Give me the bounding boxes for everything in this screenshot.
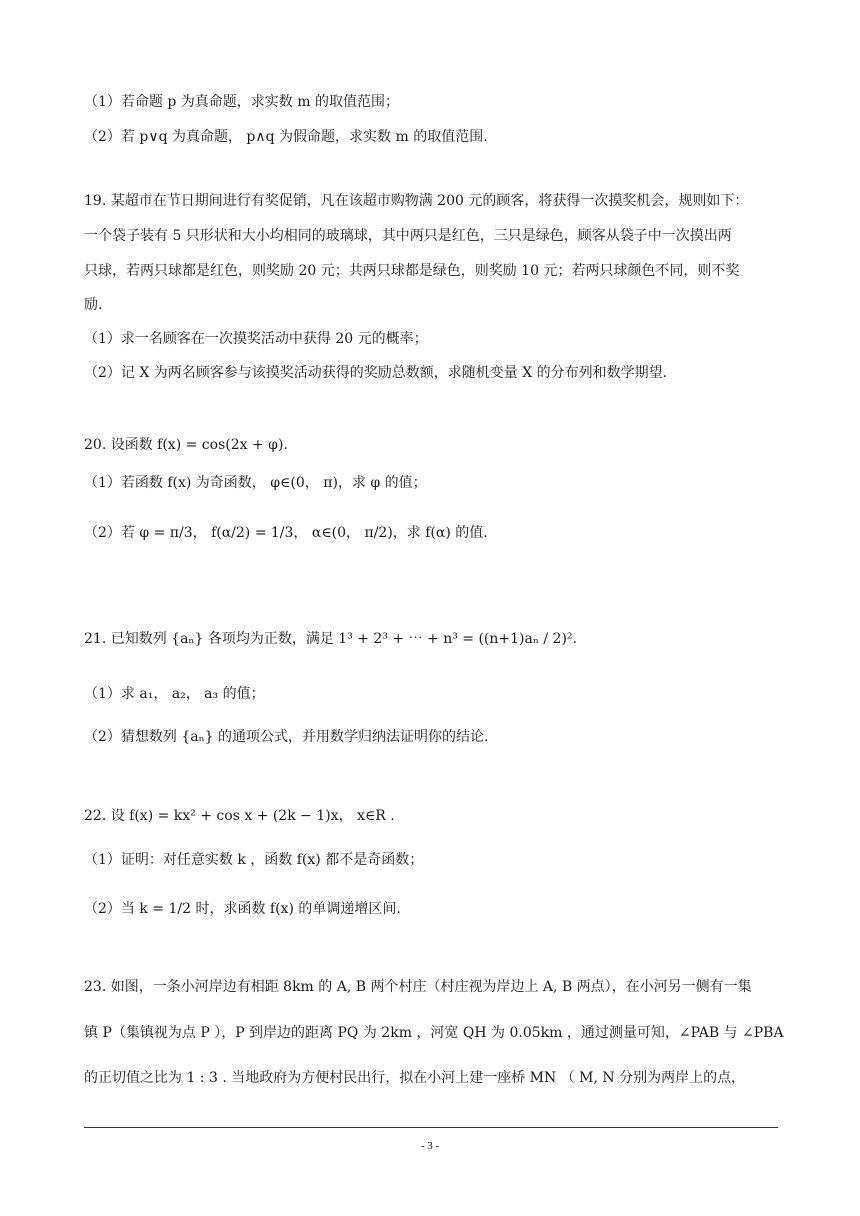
q21-part1-text: （1）求 a₁， a₂， a₃ 的值； — [84, 686, 265, 702]
q19-part2-text: （2）记 X 为两名顾客参与该摸奖活动获得的奖励总数额，求随机变量 X 的分布列和数学期望. — [84, 365, 668, 381]
q20-stem — [84, 434, 288, 454]
q22-part2-text: （2）当 k = 1/2 时，求函数 f(x) 的单调递增区间. — [84, 901, 401, 917]
q23-line3 — [84, 1067, 745, 1087]
q19-line3 — [84, 260, 739, 280]
q21-part2-text: （2）猜想数列 {aₙ} 的通项公式，并用数学归纳法证明你的结论. — [84, 729, 489, 745]
q22-part1 — [84, 849, 423, 869]
q21-part2 — [84, 726, 488, 746]
q19-part1-text: （1）求一名顾客在一次摸奖活动中获得 20 元的概率； — [84, 331, 428, 347]
q23-line2-text: 镇 P（集镇视为点 P ），P 到岸边的距离 PQ 为 2km ，河宽 QH 为 0.05km ，通过测量可知，∠PAB 与 ∠PBA — [84, 1025, 784, 1041]
q21-part1 — [84, 683, 265, 703]
q23-line1 — [84, 976, 752, 996]
q19-part1 — [84, 328, 428, 348]
q23-line1-text: 23. 如图，一条小河岸边有相距 8km 的 A, B 两个村庄（村庄视为岸边上 A, B 两点），在小河另一侧有一集 — [84, 979, 752, 995]
q19-line1 — [84, 190, 748, 210]
q21-stem-text: 21. 已知数列 {aₙ} 各项均为正数，满足 1³ + 2³ + ⋯ + n³ = ((n+1)aₙ / 2)². — [84, 631, 577, 647]
q21-stem — [84, 628, 577, 648]
q20-stem-text: 20. 设函数 f(x) = cos(2x + φ). — [84, 437, 288, 453]
q18-part1 — [84, 91, 399, 111]
q22-part2 — [84, 898, 401, 918]
q22-stem-text: 22. 设 f(x) = kx² + cos x + (2k − 1)x， x∈R . — [84, 808, 395, 824]
q20-part1-text: （1）若函数 f(x) 为奇函数， φ∈(0， π)，求 φ 的值； — [84, 475, 427, 491]
q20-part2 — [84, 522, 488, 542]
q22-stem — [84, 805, 395, 825]
q19-line2 — [84, 225, 732, 245]
q18-part2 — [84, 126, 488, 146]
q18-part1-text: （1）若命题 p 为真命题，求实数 m 的取值范围； — [84, 94, 399, 110]
q20-part1 — [84, 472, 427, 492]
q19-line3-text: 只球，若两只球都是红色，则奖励 20 元；共两只球都是绿色，则奖励 10 元；若两只球颜色不同，则不奖 — [84, 263, 740, 279]
q19-line1-text: 19. 某超市在节日期间进行有奖促销，凡在该超市购物满 200 元的顾客，将获得一次摸奖机会，规则如下： — [84, 193, 749, 209]
q19-line2-text: 一个袋子装有 5 只形状和大小均相同的玻璃球，其中两只是红色，三只是绿色，顾客从袋子中一次摸出两 — [84, 228, 732, 244]
q19-line4 — [84, 294, 102, 314]
q23-line3-text: 的正切值之比为 1 : 3 . 当地政府为方便村民出行，拟在小河上建一座桥 MN （ M, N 分别为两岸上的点， — [84, 1070, 746, 1086]
q18-part2-text: （2）若 p∨q 为真命题， p∧q 为假命题，求实数 m 的取值范围. — [84, 129, 488, 145]
q22-part1-text: （1）证明：对任意实数 k ，函数 f(x) 都不是奇函数； — [84, 852, 424, 868]
page-number: - 3 - — [420, 1140, 440, 1152]
q19-part2 — [84, 362, 667, 382]
q20-part2-text: （2）若 φ = π/3， f(α/2) = 1/3， α∈(0， π/2)，求 f(α) 的值. — [84, 525, 488, 541]
q19-line4-text: 励. — [84, 297, 103, 313]
footer-rule — [84, 1127, 778, 1128]
q23-line2 — [84, 1022, 784, 1042]
